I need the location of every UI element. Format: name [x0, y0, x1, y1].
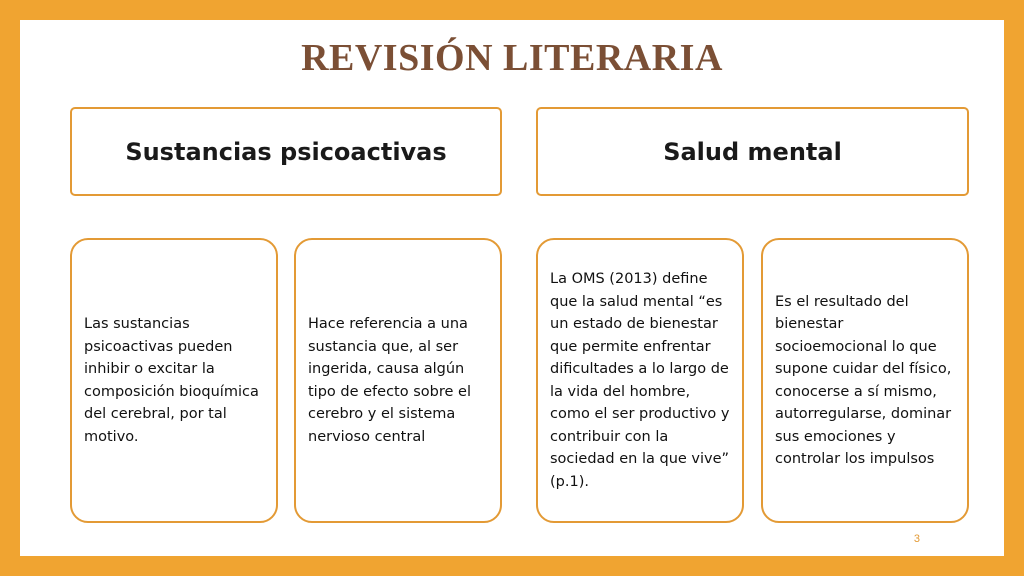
card-sustancias-efecto — [294, 238, 502, 523]
slide-canvas — [20, 20, 1004, 556]
slide-title: REVISIÓN LITERARIA — [301, 37, 723, 79]
header-sustancias-psicoactivas — [70, 107, 502, 196]
header-label: Salud mental — [663, 137, 842, 166]
card-text: Hace referencia a una sustancia que, al ser ingerida, causa algún tipo de efecto sobre el cerebro y el sistema nervioso central — [308, 316, 471, 445]
card-salud-oms — [536, 238, 744, 523]
card-text: Las sustancias psicoactivas pueden inhibir o excitar la composición bioquímica del cerebral, por tal motivo. — [84, 316, 259, 445]
header-salud-mental — [536, 107, 969, 196]
card-text: Es el resultado del bienestar socioemocional lo que supone cuidar del físico, conocerse a sí mismo, autorregularse, dominar sus emociones y controlar los impulsos — [775, 293, 952, 467]
card-text: La OMS (2013) define que la salud mental “es un estado de bienestar que permite enfrentar dificultades a lo largo de la vida del hombre, como el ser productivo y contribuir con la sociedad en la que vive” (p.1). — [550, 271, 730, 490]
header-label: Sustancias psicoactivas — [125, 137, 447, 166]
card-salud-bienestar — [761, 238, 969, 523]
page-number: 3 — [913, 533, 920, 545]
card-sustancias-definicion — [70, 238, 278, 523]
